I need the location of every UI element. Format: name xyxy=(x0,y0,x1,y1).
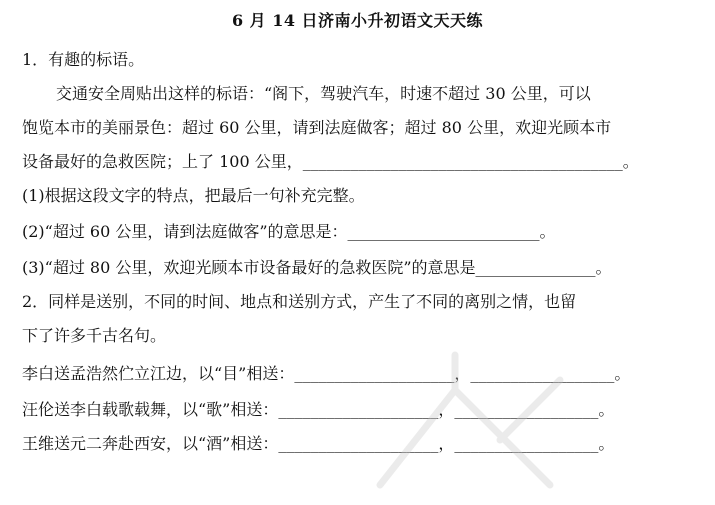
watermark-stroke-graphic xyxy=(360,335,580,505)
question-1-part-3: (3)“超过 80 公里，欢迎光顾本市设备最好的急救医院”的意思是_______________。 xyxy=(22,258,612,277)
question-1-part-2: (2)“超过 60 公里，请到法庭做客”的意思是：________________________。 xyxy=(22,222,556,241)
farewell-line-wang-wei: 王维送元二奔赴西安，以“酒”相送：____________________，__________________。 xyxy=(22,434,615,453)
slogan-paragraph-line-2: 饱览本市的美丽景色：超过 60 公里，请到法庭做客；超过 80 公里，欢迎光顾本市 xyxy=(22,118,612,137)
question-1-part-1: (1)根据这段文字的特点，把最后一句补充完整。 xyxy=(22,186,365,205)
farewell-line-wang-lun: 汪伦送李白载歌载舞，以“歌”相送：____________________，__________________。 xyxy=(22,400,615,419)
question-1-heading: 1．有趣的标语。 xyxy=(22,50,145,69)
page-title: 6 月 14 日济南小升初语文天天练 xyxy=(231,11,484,30)
slogan-paragraph-line-1: 交通安全周贴出这样的标语：“阁下，驾驶汽车，时速不超过 30 公里，可以 xyxy=(56,84,591,103)
question-2-heading-line-1: 2．同样是送别，不同的时间、地点和送别方式，产生了不同的离别之情，也留 xyxy=(22,292,577,311)
question-2-heading-line-2: 下了许多千古名句。 xyxy=(22,326,167,345)
slogan-paragraph-line-3: 设备最好的急救医院；上了 100 公里，________________________________________。 xyxy=(22,152,639,171)
farewell-line-li-bai: 李白送孟浩然伫立江边，以“目”相送：____________________，__________________。 xyxy=(22,364,631,383)
